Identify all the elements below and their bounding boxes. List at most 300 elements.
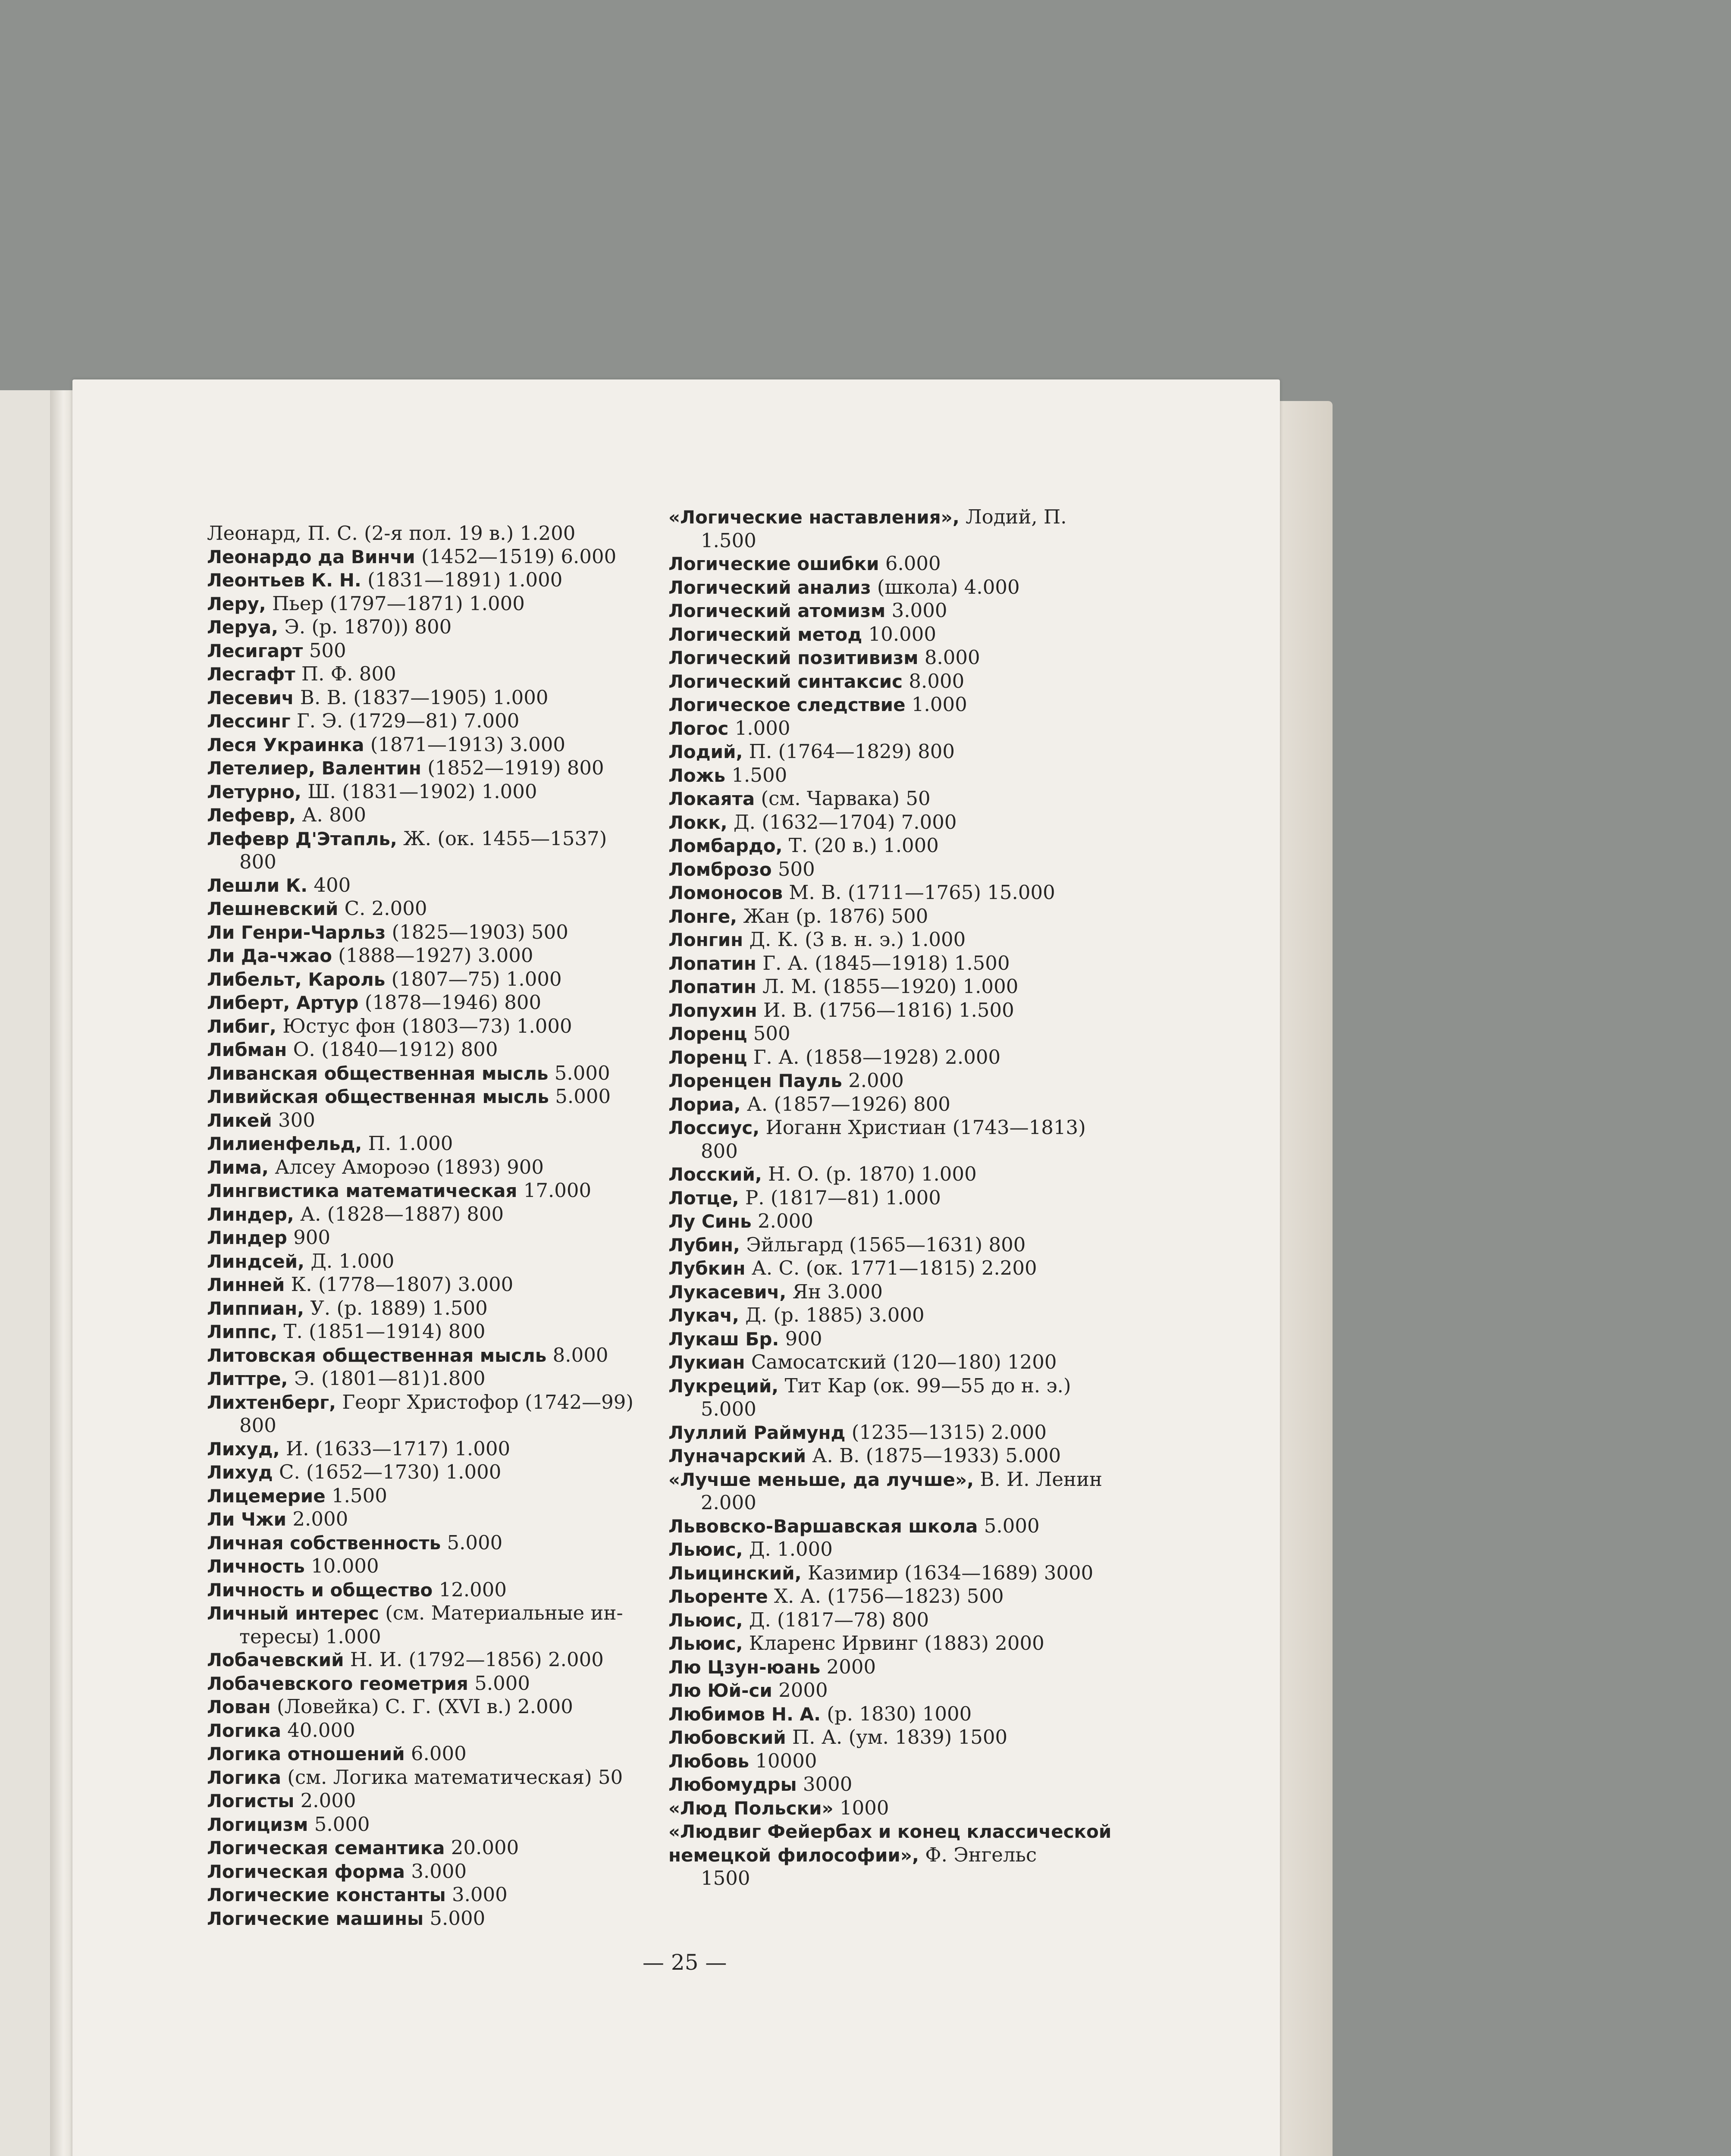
- index-entry: [668, 670, 1160, 693]
- entry-heading: Линдер,: [207, 1203, 294, 1225]
- index-entry: [207, 1062, 686, 1085]
- index-entry: [668, 1773, 1160, 1796]
- entry-heading: Лесигарт: [207, 640, 303, 661]
- page-number: — 25 —: [643, 1950, 727, 1975]
- entry-details: Э. (р. 1870)) 800: [278, 615, 452, 638]
- entry-heading: Логические константы: [207, 1884, 446, 1905]
- index-entry: [207, 1156, 686, 1179]
- index-entry: [668, 1351, 1160, 1374]
- entry-heading: Леонард,: [207, 522, 301, 545]
- entry-details: Пьер (1797—1871) 1.000: [266, 592, 525, 615]
- index-entry: [668, 1116, 1160, 1163]
- entry-heading: Льицинский,: [668, 1562, 802, 1584]
- entry-heading: Ломбардо,: [668, 835, 783, 856]
- entry-heading: Локк,: [668, 812, 728, 833]
- entry-heading: Лихтенберг,: [207, 1391, 336, 1413]
- entry-heading: Ли Да-чжао: [207, 945, 332, 966]
- index-entry: [668, 1679, 1160, 1702]
- entry-details: Т. (20 в.) 1.000: [782, 834, 939, 857]
- index-entry: [207, 1742, 686, 1766]
- entry-details: А. С. (ок. 1771—1815) 2.200: [745, 1257, 1037, 1279]
- entry-continuation: 1500: [701, 1867, 750, 1890]
- entry-heading: Либман: [207, 1039, 287, 1060]
- entry-heading: Либельт, Кароль: [207, 968, 386, 990]
- index-entry: [668, 576, 1160, 599]
- entry-details: Г. А. (1845—1918) 1.500: [756, 951, 1010, 975]
- entry-details: Эйльгард (1565—1631) 800: [740, 1233, 1026, 1256]
- entry-details: Ш. (1831—1902) 1.000: [301, 780, 537, 803]
- index-entry: [668, 834, 1160, 858]
- entry-heading: Ли Генри-Чарльз: [207, 921, 386, 943]
- entry-heading: Лопатин: [668, 953, 756, 974]
- index-entry: [207, 1109, 686, 1132]
- entry-details: 10.000: [304, 1554, 379, 1577]
- index-entry: [668, 1796, 1160, 1820]
- entry-details: Казимир (1634—1689) 3000: [801, 1561, 1094, 1584]
- entry-details: Ф. Энгельс: [919, 1843, 1037, 1866]
- entry-details: 2.000: [286, 1507, 348, 1530]
- entry-details: (1807—75) 1.000: [385, 967, 562, 990]
- index-entry: [207, 921, 686, 944]
- index-entry: [668, 1655, 1160, 1679]
- entry-heading: Лосский,: [668, 1164, 762, 1185]
- entry-heading: Льюис,: [668, 1633, 743, 1654]
- entry-details: Ж. (ок. 1455—1537): [397, 827, 607, 850]
- entry-details: П. С. (2-я пол. 19 в.) 1.200: [301, 522, 576, 545]
- entry-details: (1825—1903) 500: [386, 920, 568, 943]
- entry-details: П. А. (ум. 1839) 1500: [786, 1726, 1008, 1749]
- entry-details: Н. О. (р. 1870) 1.000: [762, 1163, 977, 1185]
- entry-heading: Логос: [668, 718, 729, 739]
- index-entry: [207, 1320, 686, 1344]
- entry-details: (школа) 4.000: [871, 575, 1020, 599]
- entry-heading: Логическая семантика: [207, 1837, 445, 1858]
- entry-heading: Лилиенфельд,: [207, 1133, 362, 1154]
- entry-heading: Льюис,: [668, 1539, 743, 1560]
- entry-heading: Лоренц: [668, 1047, 747, 1068]
- entry-details: Э. (1801—81)1.800: [288, 1367, 486, 1390]
- entry-details: 5.000: [441, 1531, 503, 1554]
- entry-heading: Любовский: [668, 1727, 786, 1748]
- entry-heading: Лориа,: [668, 1094, 741, 1115]
- entry-details: 5.000: [468, 1671, 530, 1695]
- entry-heading: Логицизм: [207, 1814, 308, 1835]
- entry-heading: Львовско-Варшавская школа: [668, 1515, 978, 1537]
- index-entry: [668, 1421, 1160, 1445]
- index-entry: [207, 874, 686, 897]
- entry-heading: Лефевр Д'Этапль,: [207, 828, 397, 849]
- entry-heading: Ли Чжи: [207, 1509, 287, 1530]
- index-entry: [207, 968, 686, 991]
- entry-heading: Леонтьев К. Н.: [207, 570, 361, 591]
- entry-continuation: 800: [239, 1414, 276, 1437]
- index-entry: [207, 1883, 686, 1907]
- entry-details: (см. Логика математическая) 50: [281, 1765, 623, 1789]
- entry-heading: Любовь: [668, 1750, 749, 1772]
- index-entry: [668, 1514, 1160, 1538]
- entry-heading: Личный интерес: [207, 1603, 379, 1624]
- entry-details: Л. М. (1855—1920) 1.000: [756, 975, 1019, 998]
- entry-details: Ян 3.000: [786, 1280, 883, 1303]
- entry-heading: Личная собственность: [207, 1532, 441, 1554]
- index-entry: [207, 1273, 686, 1297]
- index-entry: [207, 1789, 686, 1813]
- index-entry: [207, 1132, 686, 1156]
- index-entry: [207, 1484, 686, 1508]
- index-entry: [207, 1344, 686, 1367]
- index-entry: [668, 740, 1160, 764]
- entry-continuation: 2.000: [701, 1491, 756, 1514]
- index-entry: [207, 1203, 686, 1226]
- entry-details: П. Ф. 800: [295, 662, 396, 685]
- entry-details: 900: [779, 1327, 822, 1350]
- entry-details: Д. 1.000: [743, 1538, 833, 1561]
- index-entry: [668, 717, 1160, 740]
- entry-details: Х. А. (1756—1823) 500: [768, 1585, 1004, 1608]
- entry-heading: Логические ошибки: [668, 553, 879, 574]
- index-entry: [668, 1585, 1160, 1608]
- entry-details: Т. (1851—1914) 800: [277, 1320, 486, 1343]
- entry-details: Юстус фон (1803—73) 1.000: [276, 1014, 572, 1037]
- index-entry: [668, 1163, 1160, 1186]
- entry-heading: Логисты: [207, 1790, 295, 1811]
- entry-details: А. В. (1875—1933) 5.000: [806, 1444, 1061, 1467]
- index-entry: [207, 991, 686, 1015]
- index-entry: [668, 1280, 1160, 1304]
- entry-heading: Летурно,: [207, 781, 301, 802]
- entry-details: М. В. (1711—1765) 15.000: [783, 881, 1055, 904]
- entry-heading: Лонге,: [668, 906, 737, 927]
- index-entry: [207, 686, 686, 710]
- entry-heading: «Людвиг Фейербах и конец классической немецкой философии»,: [668, 1821, 1112, 1866]
- index-entry: [207, 568, 686, 592]
- entry-details: 5.000: [978, 1514, 1040, 1537]
- entry-heading: Липпиан,: [207, 1297, 304, 1319]
- index-entry: [207, 1250, 686, 1273]
- entry-details: 10000: [749, 1749, 817, 1772]
- entry-details: 3.000: [445, 1883, 508, 1906]
- entry-details: А. (1857—1926) 800: [740, 1092, 950, 1116]
- entry-details: Д. К. (3 в. н. э.) 1.000: [743, 928, 966, 951]
- entry-heading: Логический позитивизм: [668, 647, 919, 668]
- index-entry: [668, 1210, 1160, 1233]
- index-entry: [207, 1648, 686, 1672]
- index-entry: [668, 975, 1160, 999]
- entry-heading: Лобачевского геометрия: [207, 1673, 468, 1694]
- index-entry: [668, 1561, 1160, 1585]
- entry-details: 6.000: [405, 1742, 467, 1765]
- entry-heading: Лотце,: [668, 1187, 739, 1209]
- entry-details: Д. (1632—1704) 7.000: [727, 810, 957, 834]
- entry-details: 3.000: [885, 599, 947, 622]
- index-entry: [668, 623, 1160, 646]
- entry-details: Лодий, П.: [959, 505, 1067, 528]
- entry-continuation: 5.000: [701, 1398, 756, 1420]
- left-column: [207, 522, 686, 1930]
- index-entry: [207, 1860, 686, 1883]
- entry-heading: Лукасевич,: [668, 1281, 787, 1303]
- entry-details: 500: [747, 1022, 790, 1045]
- index-entry: [668, 1468, 1160, 1514]
- entry-heading: Любомудры: [668, 1774, 797, 1795]
- index-entry: [668, 646, 1160, 670]
- entry-heading: Леонардо да Винчи: [207, 546, 415, 567]
- entry-heading: Летелиер, Валентин: [207, 758, 421, 779]
- index-entry: [668, 1726, 1160, 1749]
- entry-details: 10.000: [862, 622, 937, 646]
- entry-details: (1888—1927) 3.000: [332, 944, 533, 967]
- index-entry: [207, 1578, 686, 1602]
- entry-heading: Лоренц: [668, 1023, 747, 1044]
- entry-heading: Логический атомизм: [668, 600, 886, 621]
- index-entry: [207, 1531, 686, 1555]
- entry-heading: Либерт, Артур: [207, 992, 359, 1013]
- index-entry: [668, 1022, 1160, 1046]
- entry-details: 12.000: [433, 1578, 507, 1601]
- index-entry: [668, 881, 1160, 905]
- index-entry: [668, 1632, 1160, 1655]
- entry-heading: Ливийская общественная мысль: [207, 1086, 549, 1107]
- entry-details: 20.000: [445, 1836, 519, 1859]
- entry-heading: «Лучше меньше, да лучше»,: [668, 1469, 974, 1490]
- entry-heading: Ливанская общественная мысль: [207, 1062, 549, 1084]
- entry-heading: Лукреций,: [668, 1375, 779, 1397]
- entry-details: Н. И. (1792—1856) 2.000: [344, 1648, 604, 1671]
- index-entry: [668, 1186, 1160, 1210]
- entry-heading: Льоренте: [668, 1586, 768, 1607]
- entry-heading: Логическая форма: [207, 1861, 405, 1882]
- entry-heading: Логические машины: [207, 1908, 424, 1929]
- entry-heading: «Люд Польски»: [668, 1797, 834, 1819]
- entry-details: 5.000: [308, 1812, 370, 1836]
- entry-continuation: 1.500: [701, 529, 756, 552]
- entry-heading: Лоссиус,: [668, 1117, 760, 1138]
- index-entry: [207, 1907, 686, 1930]
- entry-details: 2.000: [751, 1210, 813, 1232]
- entry-details: Д. 1.000: [304, 1249, 395, 1272]
- index-entry: [207, 1179, 686, 1203]
- entry-heading: Лу Синь: [668, 1211, 752, 1232]
- index-entry: [207, 897, 686, 921]
- entry-heading: Леру,: [207, 593, 266, 614]
- entry-details: 2000: [820, 1655, 876, 1678]
- entry-heading: Личность и общество: [207, 1579, 433, 1601]
- entry-heading: Любимов Н. А.: [668, 1703, 821, 1725]
- right-column: [668, 505, 1160, 1890]
- index-entry: [207, 1085, 686, 1109]
- entry-heading: Леся Украинка: [207, 734, 364, 755]
- entry-heading: Лукиан: [668, 1352, 745, 1373]
- index-entry: [207, 733, 686, 757]
- entry-details: 500: [771, 857, 815, 881]
- entry-heading: Леруа,: [207, 617, 279, 638]
- entry-details: Р. (1817—81) 1.000: [739, 1186, 941, 1209]
- entry-continuation: 800: [239, 850, 276, 873]
- entry-details: 5.000: [423, 1906, 486, 1930]
- index-entry: [668, 1444, 1160, 1468]
- index-entry: [207, 592, 686, 616]
- entry-details: Тит Кар (ок. 99—55 до н. э.): [778, 1374, 1071, 1397]
- index-entry: [668, 1820, 1126, 1890]
- entry-details: 900: [287, 1226, 331, 1249]
- entry-heading: Логика: [207, 1720, 281, 1741]
- entry-details: И. В. (1756—1816) 1.500: [757, 998, 1014, 1022]
- index-entry: [668, 599, 1160, 623]
- index-entry: [207, 827, 686, 874]
- entry-details: 1000: [833, 1796, 889, 1819]
- entry-details: В. И. Ленин: [974, 1467, 1103, 1491]
- index-entry: [207, 803, 686, 827]
- entry-details: А. (1828—1887) 800: [294, 1202, 504, 1225]
- entry-heading: Логический синтаксис: [668, 671, 903, 692]
- entry-details: 1.000: [728, 716, 790, 740]
- index-entry: [207, 1297, 686, 1320]
- entry-heading: Лукач,: [668, 1305, 739, 1326]
- index-entry: [668, 811, 1160, 834]
- entry-heading: Луллий Раймунд: [668, 1422, 846, 1443]
- entry-heading: Либиг,: [207, 1015, 276, 1037]
- index-entry: [668, 999, 1160, 1022]
- index-entry: [668, 952, 1160, 975]
- entry-heading: Лубин,: [668, 1234, 740, 1256]
- index-entry: [207, 545, 686, 569]
- entry-heading: Лю Цзун-юань: [668, 1656, 821, 1678]
- entry-heading: Лешневский: [207, 898, 339, 919]
- entry-details: Д. (р. 1885) 3.000: [739, 1304, 925, 1326]
- entry-heading: Лесевич: [207, 687, 294, 708]
- entry-heading: Линдсей,: [207, 1250, 305, 1272]
- entry-details: 5.000: [548, 1061, 610, 1084]
- entry-heading: Лефевр,: [207, 805, 296, 826]
- entry-details: П. 1.000: [362, 1132, 453, 1155]
- entry-details: В. В. (1837—1905) 1.000: [294, 686, 549, 709]
- index-entry: [207, 1391, 686, 1437]
- index-entry: [207, 522, 686, 545]
- entry-details: (1452—1519) 6.000: [415, 545, 617, 568]
- entry-details: 40.000: [281, 1718, 355, 1742]
- entry-details: 500: [303, 639, 346, 662]
- entry-details: И. (1633—1717) 1.000: [279, 1437, 511, 1460]
- entry-details: 2000: [772, 1679, 828, 1702]
- entry-details: (см. Материальные ин-: [379, 1601, 623, 1624]
- entry-details: 3.000: [405, 1859, 467, 1883]
- index-entry: [668, 1046, 1160, 1069]
- entry-heading: Лингвистика математическая: [207, 1180, 517, 1201]
- entry-heading: Лю Юй-си: [668, 1680, 772, 1701]
- entry-heading: Ломброзо: [668, 859, 772, 880]
- index-entry: [207, 1719, 686, 1742]
- entry-details: 400: [307, 873, 351, 896]
- entry-details: У. (р. 1889) 1.500: [304, 1296, 488, 1319]
- index-entry: [207, 756, 686, 780]
- index-entry: [207, 944, 686, 968]
- entry-heading: Лодий,: [668, 741, 743, 762]
- index-entry: [668, 1304, 1160, 1327]
- entry-heading: Ликей: [207, 1109, 272, 1131]
- index-entry: [207, 1038, 686, 1062]
- entry-heading: «Логические наставления»,: [668, 507, 960, 528]
- entry-heading: Льюис,: [668, 1609, 743, 1631]
- entry-heading: Локаята: [668, 788, 755, 809]
- entry-heading: Лихуд,: [207, 1438, 280, 1460]
- index-entry: [207, 1836, 686, 1860]
- entry-details: (р. 1830) 1000: [821, 1702, 972, 1725]
- index-entry: [668, 1749, 1160, 1773]
- entry-details: 300: [272, 1108, 315, 1131]
- entry-details: 3000: [797, 1773, 853, 1796]
- index-entry: [668, 1069, 1160, 1093]
- entry-details: (1852—1919) 800: [421, 756, 604, 779]
- index-entry: [668, 505, 1160, 552]
- entry-heading: Лоренцен Пауль: [668, 1070, 842, 1091]
- index-entry: [207, 709, 686, 733]
- entry-details: К. (1778—1807) 3.000: [285, 1273, 514, 1296]
- index-entry: [668, 787, 1160, 811]
- index-entry: [207, 780, 686, 804]
- entry-heading: Логическое следствие: [668, 694, 906, 715]
- entry-heading: Лопухин: [668, 1000, 757, 1021]
- entry-details: 5.000: [549, 1085, 611, 1108]
- entry-continuation: 800: [701, 1139, 738, 1163]
- entry-heading: Лован: [207, 1696, 271, 1717]
- entry-heading: Лесгафт: [207, 664, 295, 685]
- index-entry: [668, 905, 1160, 928]
- index-entry: [668, 1702, 1160, 1726]
- entry-details: (Ловейка) С. Г. (XVI в.) 2.000: [270, 1695, 573, 1718]
- index-entry: [668, 1257, 1160, 1280]
- entry-details: 8.000: [918, 646, 980, 669]
- entry-details: 8.000: [546, 1343, 608, 1366]
- entry-heading: Логический анализ: [668, 577, 871, 598]
- index-entry: [668, 1608, 1160, 1632]
- index-entry: [207, 1367, 686, 1391]
- entry-heading: Лукаш Бр.: [668, 1328, 779, 1350]
- entry-details: Кларенс Ирвинг (1883) 2000: [743, 1632, 1044, 1655]
- entry-details: (1871—1913) 3.000: [364, 733, 566, 756]
- entry-heading: Луначарский: [668, 1445, 806, 1467]
- index-entry: [207, 1813, 686, 1836]
- entry-details: 6.000: [879, 552, 941, 575]
- entry-details: Самосатский (120—180) 1200: [745, 1351, 1057, 1373]
- index-entry: [668, 858, 1160, 881]
- entry-details: 1.500: [325, 1484, 387, 1507]
- entry-details: Георг Христофор (1742—99): [336, 1390, 633, 1413]
- entry-heading: Лубкин: [668, 1258, 746, 1279]
- index-entry: [668, 1093, 1160, 1116]
- index-entry: [668, 928, 1160, 952]
- entry-heading: Лопатин: [668, 976, 756, 997]
- entry-details: 1.500: [725, 763, 787, 787]
- index-entry: [207, 1507, 686, 1531]
- entry-heading: Лихуд: [207, 1462, 273, 1483]
- entry-details: 17.000: [517, 1179, 592, 1202]
- index-entry: [207, 1695, 686, 1719]
- entry-details: (1235—1315) 2.000: [845, 1420, 1047, 1444]
- index-entry: [668, 764, 1160, 787]
- entry-details: Г. Э. (1729—81) 7.000: [290, 709, 520, 732]
- index-entry: [668, 552, 1160, 576]
- entry-details: О. (1840—1912) 800: [287, 1038, 498, 1061]
- index-entry: [668, 1538, 1160, 1561]
- entry-heading: Лицемерие: [207, 1485, 326, 1507]
- entry-heading: Ложь: [668, 765, 726, 786]
- index-entry: [207, 1601, 686, 1648]
- entry-details: Алсеу Амороэо (1893) 900: [268, 1155, 544, 1178]
- entry-heading: Личность: [207, 1556, 305, 1577]
- index-entry: [668, 1327, 1160, 1351]
- index-entry: [207, 1015, 686, 1038]
- entry-details: Г. А. (1858—1928) 2.000: [747, 1045, 1001, 1069]
